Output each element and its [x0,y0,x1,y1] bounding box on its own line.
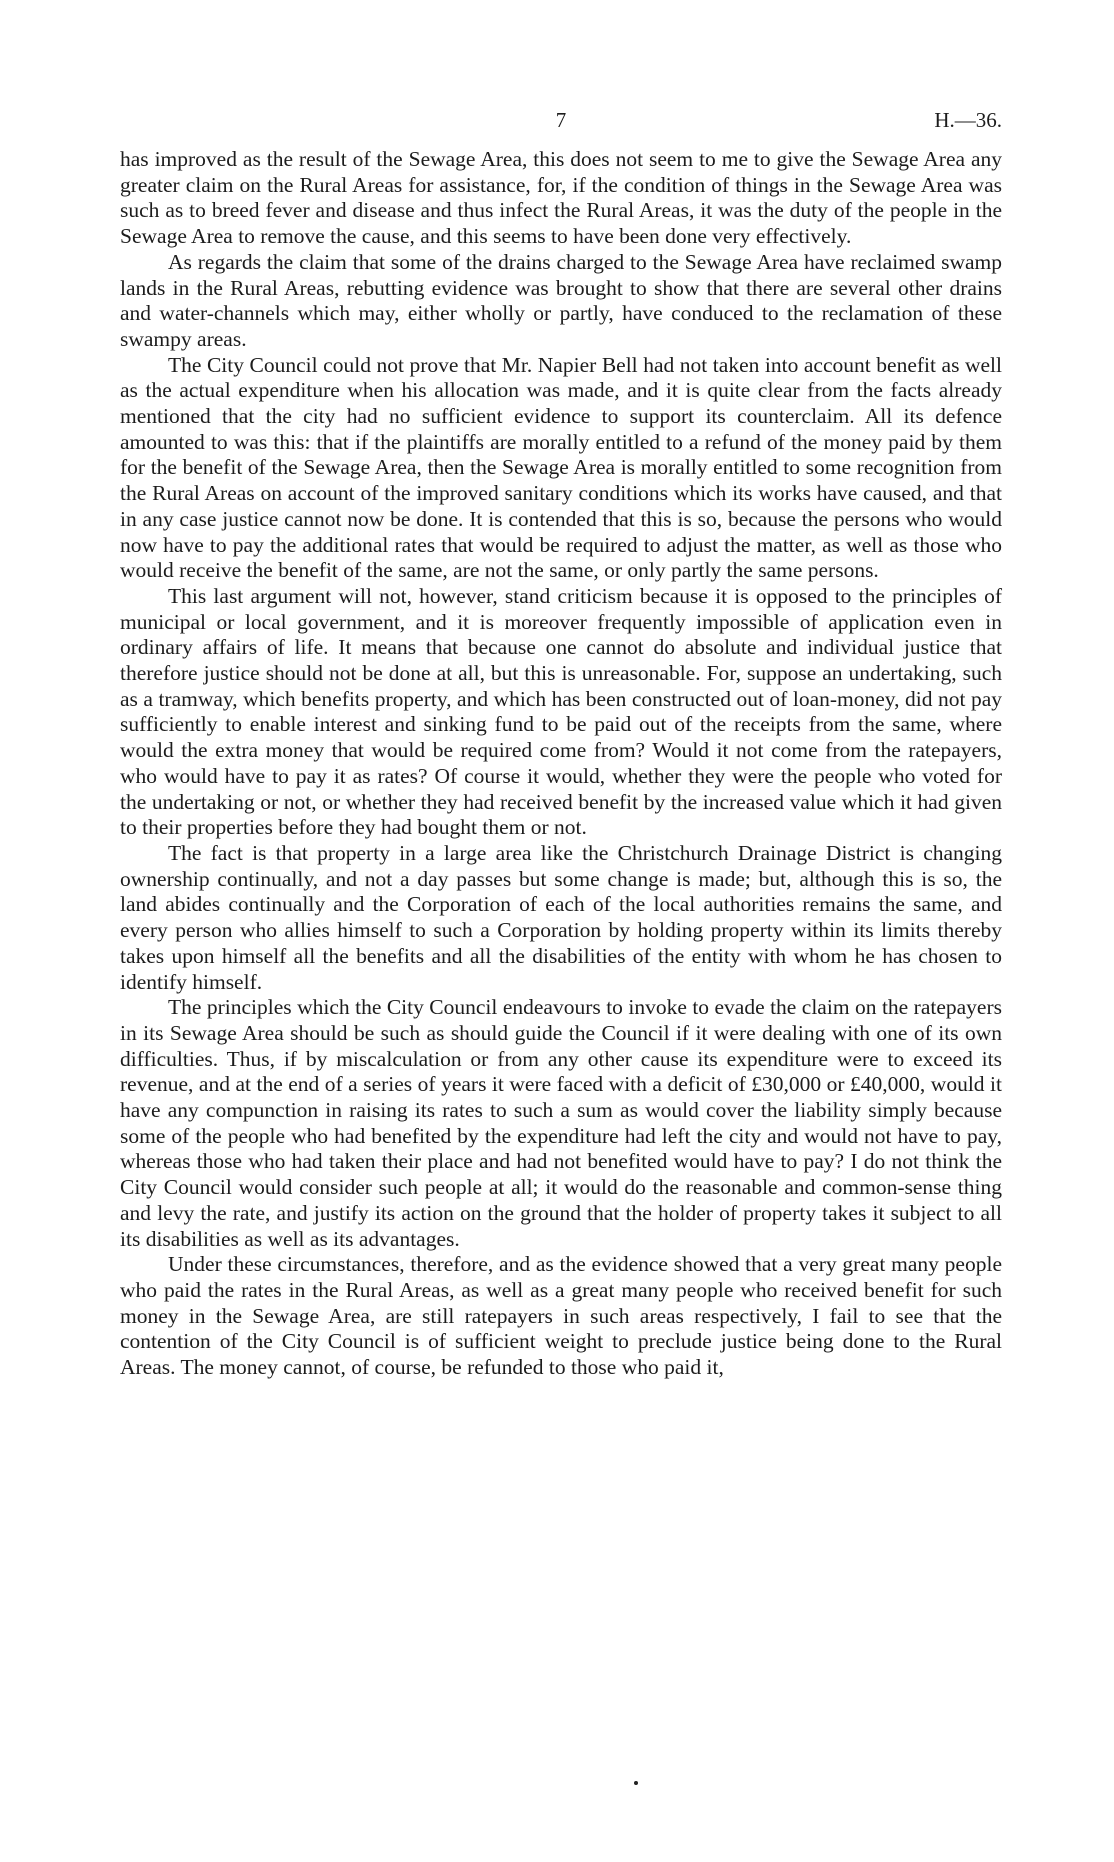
page-header [120,108,1002,138]
paragraph-last-argument: This last argument will not, however, stand criticism because it is opposed to the principles of municipal or local government, and it is moreover frequently impossible of application even in ordinary affairs of life. It means that because one cannot do absolute and individual justice that therefore justice should not be done at all, but this is unreasonable. For, suppose an undertaking, such as a tramway, which benefits property, and which has been constructed out of loan-money, did not pay sufficiently to enable interest and sinking fund to be paid out of the receipts from the same, where would the extra money that would be required come from? Would it not come from the ratepayers, who would have to pay it as rates? Of course it would, whether they were the people who voted for the undertaking or not, or whether they had received benefit by the increased value which it had given to their properties before they had bought them or not. [120,583,1002,840]
paragraph-conclusion: Under these circumstances, therefore, and as the evidence showed that a very great many people who paid the rates in the Rural Areas, as well as a great many people who received benefit for such money in the Sewage Area, are still ratepayers in such areas respectively, I fail to see that the contention of the City Council is of sufficient weight to preclude justice being done to the Rural Areas. The money cannot, of course, be refunded to those who paid it, [120,1252,1002,1380]
body-text [120,147,1002,1381]
paragraph-drains-claim: As regards the claim that some of the drains charged to the Sewage Area have reclaimed swamp lands in the Rural Areas, rebutting evidence was brought to show that there are several other drains and water-channels which may, either wholly or partly, have conduced to the reclamation of these swampy areas. [120,249,1002,351]
paragraph-council-principles: The principles which the City Council endeavours to invoke to evade the claim on the ratepayers in its Sewage Area should be such as should guide the Council if it were dealing with one of its own difficulties. Thus, if by miscalculation or from any other cause its expenditure were to exceed its revenue, and at the end of a series of years it were faced with a deficit of £30,000 or £40,000, would it have any compunction in raising its rates to such a sum as would cover the liability simply because some of the people who had benefited by the expenditure had left the city and would not have to pay, whereas those who had taken their place and had not benefited would have to pay? I do not think the City Council would consider such people at all; it would do the reasonable and common-sense thing and levy the rate, and justify its action on the ground that the holder of property takes it subject to all its disabilities as well as its advantages. [120,995,1002,1251]
document-reference: H.—36. [934,108,1002,132]
paragraph-continuation: has improved as the result of the Sewage Area, this does not seem to me to give the Sewage Area any greater claim on the Rural Areas for assistance, for, if the condition of things in the Sewage Area was such as to breed fever and disease and thus infect the Rural Areas, it was the duty of the people in the Sewage Area to remove the cause, and this seems to have been done very effectively. [120,147,1002,249]
page-number: 7 [555,108,567,132]
stray-ink-dot [634,1781,638,1785]
paragraph-property-ownership: The fact is that property in a large area like the Christchurch Drainage District is changing ownership continually, and not a day passes but some change is made; but, although this is so, the land abides continually and the Corporation of each of the local authorities remains the same, and every person who allies himself to such a Corporation by holding property within its limits thereby takes upon himself all the benefits and all the disabilities of the entity with whom he has chosen to identify himself. [120,840,1002,994]
paragraph-city-council-defence: The City Council could not prove that Mr. Napier Bell had not taken into account benefit as well as the actual expenditure when his allocation was made, and it is quite clear from the facts already mentioned that the city had no sufficient evidence to support its counterclaim. All its defence amounted to was this: that if the plaintiffs are morally entitled to a refund of the money paid by them for the benefit of the Sewage Area, then the Sewage Area is morally entitled to some recognition from the Rural Areas on account of the improved sanitary conditions which its works have caused, and that in any case justice cannot now be done. It is contended that this is so, because the persons who would now have to pay the additional rates that would be required to adjust the matter, as well as those who would receive the benefit of the same, are not the same, or only partly the same persons. [120,352,1002,583]
